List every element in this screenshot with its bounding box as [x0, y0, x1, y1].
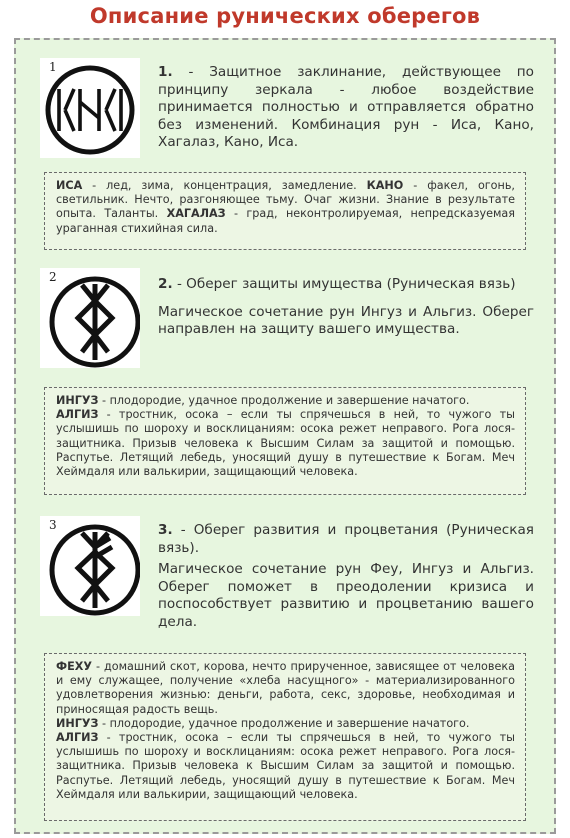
glossary-term: ХАГАЛАЗ	[166, 207, 226, 221]
glossary-term: АЛГИЗ	[56, 408, 99, 422]
amulet-3-desc-text: - Оберег развития и процветания (Руническая вязь).	[158, 522, 534, 556]
amulet-1-number: 1	[49, 60, 57, 74]
glossary-text: - плодородие, удачное продолжение и завершение начатого.	[98, 394, 470, 407]
glossary-term: ИСА	[56, 179, 83, 192]
glossary-term: АЛГИЗ	[56, 731, 99, 745]
page-title: Описание рунических оберегов	[89, 4, 481, 28]
amulet-2-description	[158, 276, 534, 339]
amulet-3-desc-detail: Магическое сочетание рун Феу, Ингуз и Альгиз. Оберег поможет в преодолении кризиса и поспособствует развитию и процветанию вашего дела.	[158, 561, 534, 630]
rune-circle-icon	[40, 58, 140, 158]
glossary-text: - град, неконтролируемая, непредсказуемая ураганная стихийная сила.	[56, 207, 515, 235]
glossary-term: КАНО	[366, 179, 404, 192]
amulet-3-image	[40, 516, 140, 616]
glossary-term: ИНГУЗ	[56, 394, 99, 407]
amulet-1-desc-number: 1.	[158, 64, 173, 80]
amulet-1-description	[158, 64, 534, 152]
amulet-2-desc-number: 2.	[158, 276, 173, 292]
amulet-3-description	[158, 522, 534, 631]
amulet-3-desc-number: 3.	[158, 522, 173, 538]
amulet-2-number: 2	[49, 270, 57, 284]
amulet-1-desc-text: - Защитное заклинание, действующее по принципу зеркала - любое воздействие принимается полностью и отправляется обратно без изменений. Комбинация рун - Иса, Кано, Хагалаз, Кано, Иса.	[158, 64, 534, 150]
glossary-text: - факел, огонь, светильник. Нечто, разгоняющее тьму. Очаг жизни. Знание в результате опыта. Таланты.	[56, 179, 515, 221]
glossary-text: - тростник, осока – если ты спрячешься в ней, то чужого ты услышишь по шороху и восклицаниям: осока режет неправого. Рога лося-защитника. Призыв человека к Высшим Силам за защитой и помощью. Распутье. Летящий лебедь, уносящий душу в путешествие к Богам. Меч Хеймдаля или валькирии, защищающий человека.	[56, 408, 515, 479]
amulet-1-image	[40, 58, 140, 158]
amulet-1-glossary	[44, 172, 526, 250]
glossary-text: - домашний скот, корова, нечто прирученное, зависящее от человека и ему служащее, получение «хлеба насущного» - материализированного удовлетворения жизнью: деньги, работа, секс, здоровье, необходимая и приносящая радость вещь.	[56, 660, 515, 716]
amulet-2-glossary	[44, 387, 526, 495]
bindrune-circle-icon	[40, 268, 140, 368]
amulet-2-desc-text: - Оберег защиты имущества (Руническая вязь)	[172, 276, 516, 292]
glossary-text: - лед, зима, концентрация, замедление.	[82, 179, 367, 192]
amulet-2-desc-detail: Магическое сочетание рун Ингуз и Альгиз. Оберег направлен на защиту вашего имущества.	[158, 303, 534, 337]
amulet-3-glossary	[44, 653, 526, 821]
bindrune-circle-icon	[40, 516, 140, 616]
glossary-text: - тростник, осока – если ты спрячешься в ней, то чужого ты услышишь по шороху и восклицаниям: осока режет неправого. Рога лося-защитника. Призыв человека к Высшим Силам за защитой и помощью. Распутье. Летящий лебедь, уносящий душу в путешествие к Богам. Меч Хеймдаля или валькирии, защищающий человека.	[56, 731, 515, 801]
glossary-term: ИНГУЗ	[56, 716, 99, 730]
glossary-text: - плодородие, удачное продолжение и завершение начатого.	[98, 716, 470, 730]
glossary-term: ФЕХУ	[56, 660, 92, 673]
amulet-3-number: 3	[49, 518, 57, 532]
amulet-2-image	[40, 268, 140, 368]
